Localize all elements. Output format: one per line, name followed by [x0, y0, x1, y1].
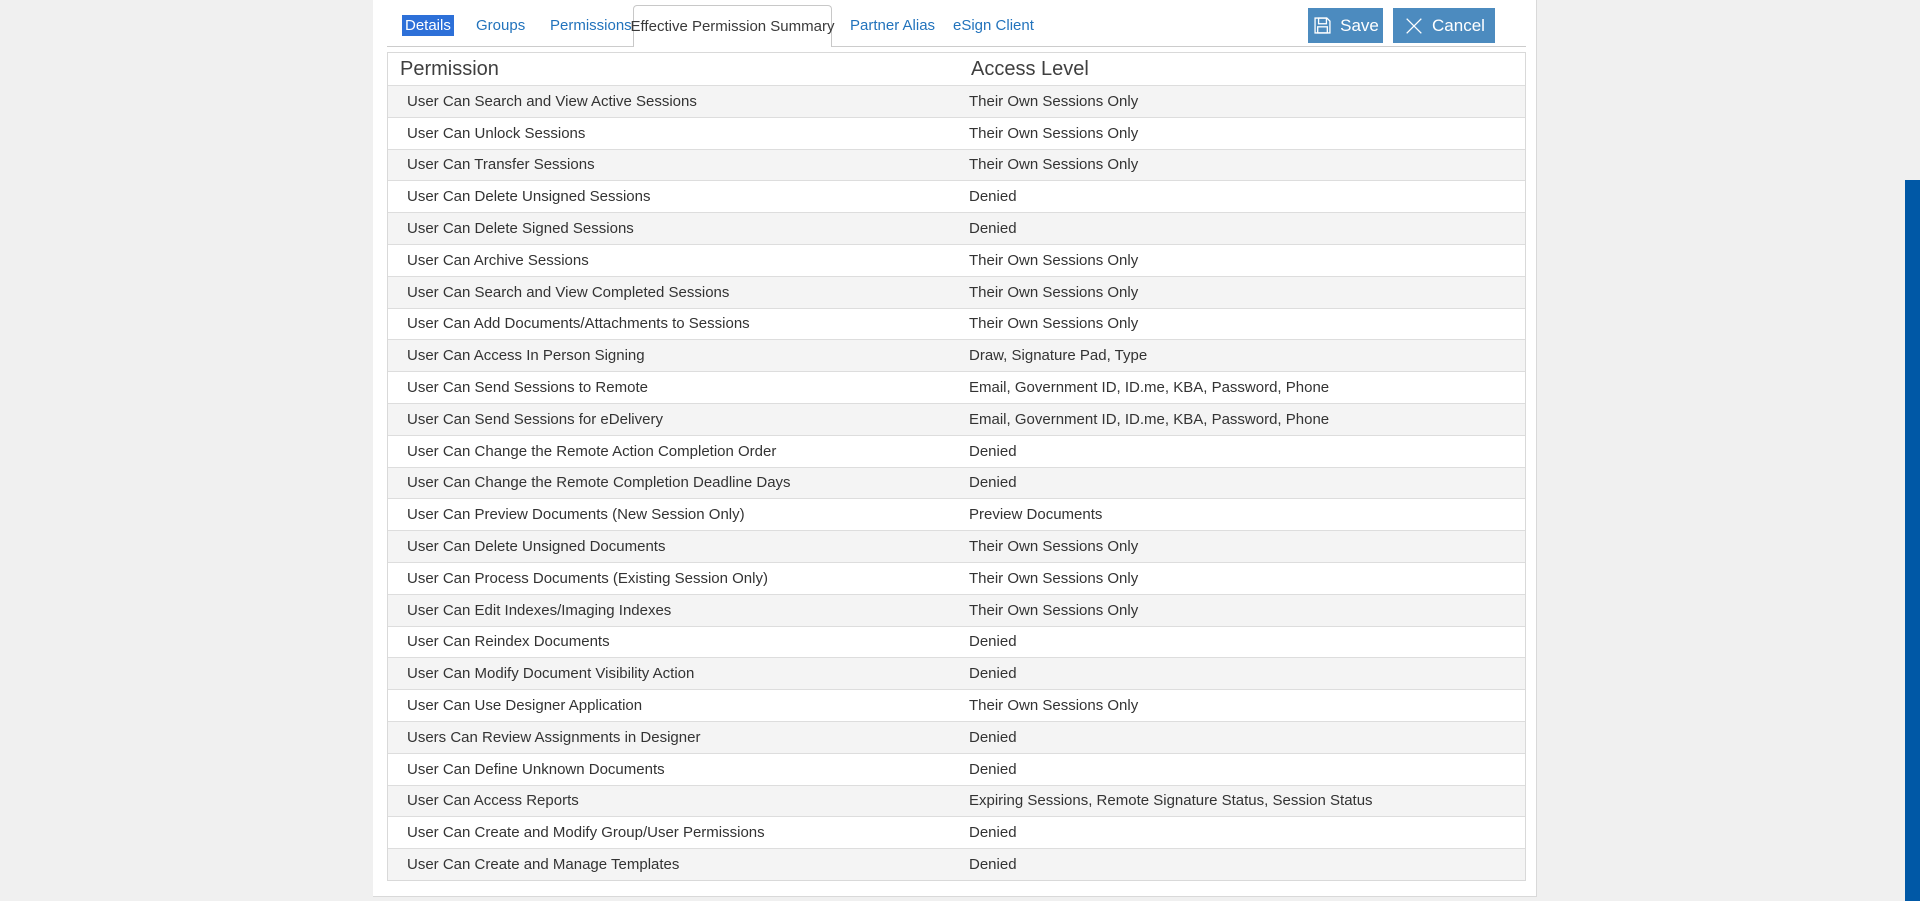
floppy-disk-icon: [1312, 15, 1333, 36]
table-row: [388, 626, 1525, 658]
access-level-cell: Their Own Sessions Only: [969, 569, 1139, 587]
tab-details-label: Details: [402, 15, 454, 36]
permission-cell: User Can Search and View Active Sessions: [407, 92, 697, 110]
permission-cell: User Can Delete Signed Sessions: [407, 220, 634, 238]
table-row: [388, 212, 1525, 244]
access-level-cell: Their Own Sessions Only: [969, 156, 1139, 174]
table-row: [388, 149, 1525, 181]
table-row: [388, 244, 1525, 276]
permission-cell: User Can Delete Unsigned Documents: [407, 538, 666, 556]
table-row: [388, 498, 1525, 530]
permission-cell: User Can Search and View Completed Sessions: [407, 283, 730, 301]
panel-content: [387, 0, 1526, 881]
table-row: [388, 530, 1525, 562]
permission-cell: User Can Unlock Sessions: [407, 124, 586, 142]
access-level-cell: Denied: [969, 474, 1017, 492]
table-body: [388, 85, 1525, 880]
permission-cell: User Can Modify Document Visibility Action: [407, 665, 695, 683]
tab-details[interactable]: [405, 18, 451, 33]
save-button[interactable]: [1308, 8, 1383, 43]
access-level-cell: Denied: [969, 188, 1017, 206]
access-level-cell: Their Own Sessions Only: [969, 697, 1139, 715]
table-row: [388, 816, 1525, 848]
permission-cell: User Can Create and Modify Group/User Permissions: [407, 824, 765, 842]
table-row: [388, 85, 1525, 117]
permission-cell: User Can Change the Remote Completion Deadline Days: [407, 474, 791, 492]
table-row: [388, 403, 1525, 435]
permission-cell: User Can Change the Remote Action Completion Order: [407, 442, 777, 460]
access-level-cell: Email, Government ID, ID.me, KBA, Password, Phone: [969, 410, 1330, 428]
permission-cell: User Can Create and Manage Templates: [407, 856, 680, 874]
table-row: [388, 785, 1525, 817]
tab-bar: [387, 0, 1526, 47]
permission-cell: User Can Reindex Documents: [407, 633, 610, 651]
permission-cell: User Can Define Unknown Documents: [407, 760, 665, 778]
table-row: [388, 562, 1525, 594]
access-level-cell: Denied: [969, 728, 1017, 746]
column-header-access-level: Access Level: [971, 57, 1089, 80]
save-button-label: Save: [1340, 15, 1379, 35]
tab-esign-client[interactable]: eSign Client: [953, 17, 1034, 34]
right-edge-scroll-strip[interactable]: [1905, 180, 1920, 901]
access-level-cell: Their Own Sessions Only: [969, 251, 1139, 269]
access-level-cell: Preview Documents: [969, 506, 1103, 524]
table-row: [388, 117, 1525, 149]
x-icon: [1403, 15, 1425, 37]
table-row: [388, 848, 1525, 880]
permission-cell: User Can Process Documents (Existing Session Only): [407, 569, 768, 587]
permission-cell: User Can Archive Sessions: [407, 251, 589, 269]
access-level-cell: Their Own Sessions Only: [969, 538, 1139, 556]
access-level-cell: Their Own Sessions Only: [969, 283, 1139, 301]
permission-cell: User Can Preview Documents (New Session Only): [407, 506, 745, 524]
permission-cell: User Can Use Designer Application: [407, 697, 643, 715]
access-level-cell: Denied: [969, 665, 1017, 683]
table-row: [388, 339, 1525, 371]
permission-cell: User Can Transfer Sessions: [407, 156, 595, 174]
permission-cell: User Can Access Reports: [407, 792, 579, 810]
access-level-cell: Their Own Sessions Only: [969, 124, 1139, 142]
access-level-cell: Denied: [969, 856, 1017, 874]
tab-permissions[interactable]: Permissions: [550, 17, 632, 34]
access-level-cell: Denied: [969, 220, 1017, 238]
table-row: [388, 594, 1525, 626]
access-level-cell: Denied: [969, 633, 1017, 651]
table-row: [388, 180, 1525, 212]
cancel-button-label: Cancel: [1432, 15, 1485, 35]
permission-cell: User Can Add Documents/Attachments to Sessions: [407, 315, 750, 333]
access-level-cell: Denied: [969, 442, 1017, 460]
access-level-cell: Their Own Sessions Only: [969, 315, 1139, 333]
table-row: [388, 371, 1525, 403]
column-header-permission: Permission: [400, 57, 499, 80]
permission-cell: User Can Edit Indexes/Imaging Indexes: [407, 601, 672, 619]
table-row: [388, 276, 1525, 308]
table-row: [388, 721, 1525, 753]
access-level-cell: Their Own Sessions Only: [969, 601, 1139, 619]
table-row: [388, 657, 1525, 689]
permission-cell: User Can Access In Person Signing: [407, 347, 645, 365]
permission-cell: User Can Send Sessions for eDelivery: [407, 410, 663, 428]
table-row: [388, 467, 1525, 499]
permission-cell: User Can Send Sessions to Remote: [407, 379, 648, 397]
access-level-cell: Denied: [969, 760, 1017, 778]
tab-partner-alias[interactable]: Partner Alias: [850, 17, 936, 34]
tab-groups[interactable]: Groups: [476, 17, 526, 34]
access-level-cell: Denied: [969, 824, 1017, 842]
table-row: [388, 753, 1525, 785]
table-header-row: [388, 53, 1525, 85]
effective-permission-table: [387, 52, 1526, 881]
access-level-cell: Their Own Sessions Only: [969, 92, 1139, 110]
table-row: [388, 689, 1525, 721]
access-level-cell: Expiring Sessions, Remote Signature Status, Session Status: [969, 792, 1373, 810]
tab-effective-permission-summary[interactable]: Effective Permission Summary: [633, 5, 832, 47]
table-row: [388, 308, 1525, 340]
access-level-cell: Email, Government ID, ID.me, KBA, Password, Phone: [969, 379, 1330, 397]
cancel-button[interactable]: [1393, 8, 1495, 43]
access-level-cell: Draw, Signature Pad, Type: [969, 347, 1148, 365]
permission-cell: Users Can Review Assignments in Designer: [407, 728, 701, 746]
user-permissions-panel: [373, 0, 1537, 897]
table-row: [388, 435, 1525, 467]
permission-cell: User Can Delete Unsigned Sessions: [407, 188, 651, 206]
